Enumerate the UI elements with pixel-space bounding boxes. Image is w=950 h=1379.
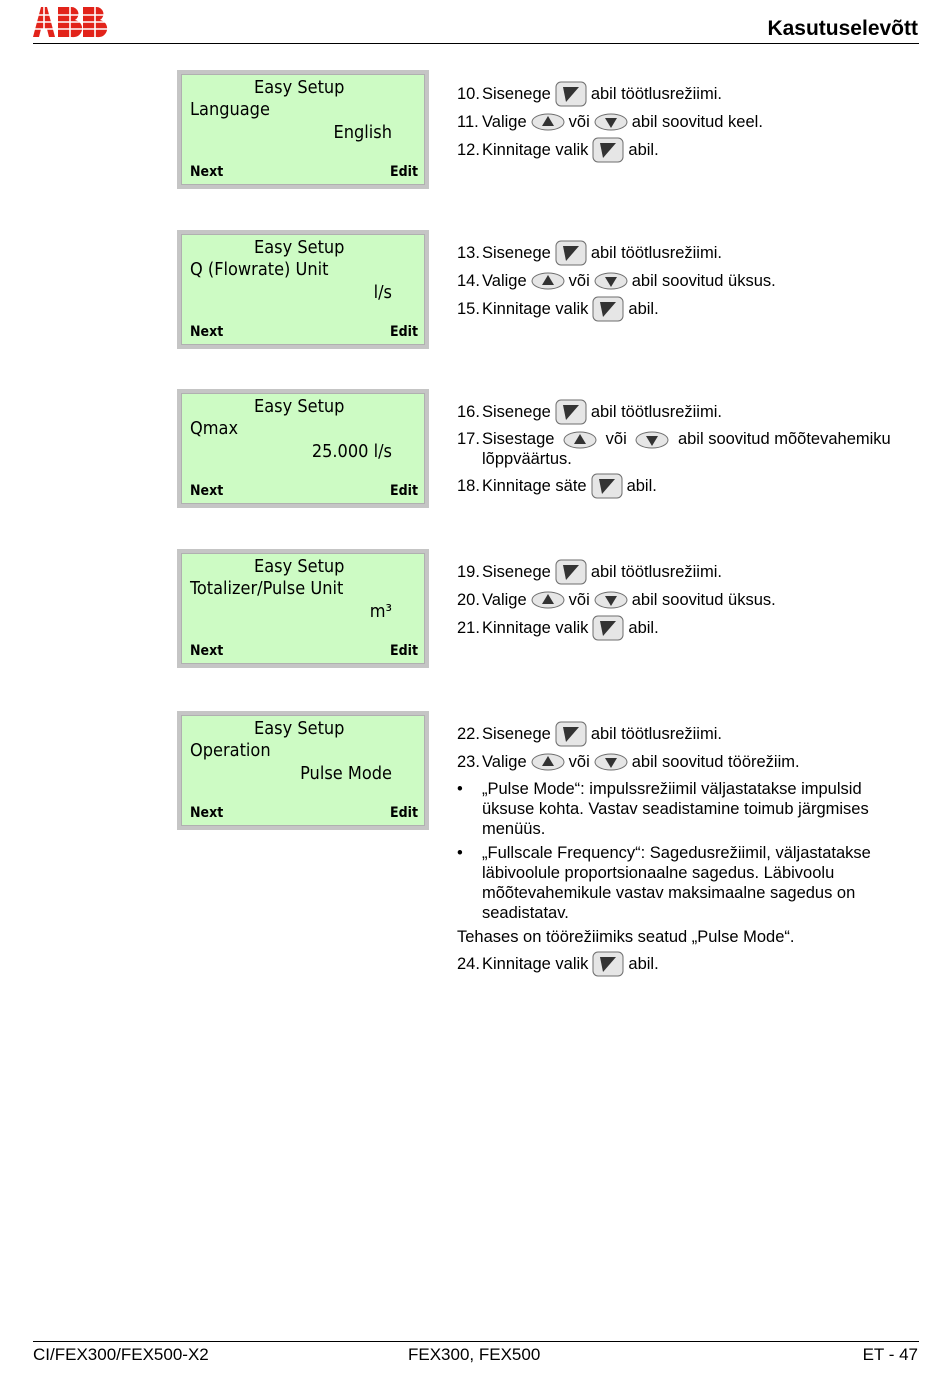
header-divider (33, 43, 919, 44)
lcd-softkey-edit: Edit (390, 483, 418, 499)
bullet-icon: • (457, 844, 463, 862)
step-number: 24. (457, 955, 480, 973)
step-number: 18. (457, 477, 480, 495)
step-number: 11. (457, 113, 479, 131)
up-key-icon (531, 113, 565, 131)
step-text: Valige (482, 113, 527, 131)
step-text: abil töötlusrežiimi. (590, 85, 722, 103)
instruction-step (457, 561, 902, 583)
down-key-icon (594, 591, 628, 609)
footer-page-number: ET - 47 (862, 1345, 918, 1364)
step-number: 23. (457, 753, 480, 771)
enter-key-icon (555, 240, 587, 266)
step-text: Sisenege (482, 403, 551, 421)
step-text: Valige (482, 591, 527, 609)
step-text: abil töötlusrežiimi. (590, 244, 722, 262)
lcd-softkey-next: Next (190, 164, 224, 180)
step-text: Kinnitage valik (482, 955, 589, 973)
step-text: Sisenege (482, 725, 551, 743)
lcd-softkey-edit: Edit (390, 643, 418, 659)
lcd-display (177, 389, 429, 508)
step-text: Sisestage (482, 430, 555, 448)
instruction-step (457, 953, 902, 975)
step-text: abil töötlusrežiimi. (590, 563, 722, 581)
instruction-step (457, 723, 902, 745)
lcd-title: Easy Setup (254, 556, 345, 577)
step-text: abil töötlusrežiimi. (590, 403, 722, 421)
step-text: abil soovitud üksus. (631, 591, 776, 609)
enter-key-icon (592, 615, 624, 641)
lcd-softkey-edit: Edit (390, 805, 418, 821)
enter-key-icon (592, 296, 624, 322)
footer-divider (33, 1341, 919, 1342)
instruction-step (457, 475, 902, 497)
step-text: abil. (628, 955, 659, 973)
enter-key-icon (555, 721, 587, 747)
step-number: 14. (457, 272, 480, 290)
lcd-title: Easy Setup (254, 237, 345, 258)
lcd-parameter: Q (Flowrate) Unit (190, 259, 329, 280)
bullet-item (457, 843, 902, 923)
step-text: abil. (628, 619, 659, 637)
instruction-step (457, 270, 902, 292)
step-text: Valige (482, 753, 527, 771)
lcd-value: 25.000 l/s (311, 441, 392, 462)
step-text: või (568, 591, 590, 609)
step-text: abil. (628, 141, 659, 159)
step-number: 17. (457, 430, 480, 448)
step-text: või (605, 430, 627, 448)
instruction-step (457, 751, 902, 773)
step-text: Sisenege (482, 85, 551, 103)
step-text: Sisenege (482, 244, 551, 262)
step-text: või (568, 113, 590, 131)
abb-logo (33, 6, 113, 38)
bullet-icon: • (457, 780, 463, 798)
step-text: või (568, 753, 590, 771)
down-key-icon (594, 272, 628, 290)
step-number: 20. (457, 591, 480, 609)
down-key-icon (594, 753, 628, 771)
lcd-value: l/s (373, 282, 392, 303)
step-number: 13. (457, 244, 480, 262)
step-text: Kinnitage valik (482, 619, 589, 637)
step-text: abil soovitud üksus. (631, 272, 776, 290)
lcd-display (177, 70, 429, 189)
step-text: Valige (482, 272, 527, 290)
lcd-softkey-next: Next (190, 483, 224, 499)
instruction-step (457, 429, 902, 469)
enter-key-icon (555, 559, 587, 585)
lcd-display (177, 549, 429, 668)
enter-key-icon (592, 951, 624, 977)
lcd-value: m³ (369, 601, 392, 622)
lcd-softkey-next: Next (190, 324, 224, 340)
footer-product: FEX300, FEX500 (408, 1345, 541, 1364)
down-key-icon (635, 431, 669, 449)
lcd-display (177, 230, 429, 349)
instruction-block (457, 401, 902, 503)
enter-key-icon (592, 137, 624, 163)
footer-document-id: CI/FEX300/FEX500-X2 (33, 1345, 209, 1364)
instruction-block (457, 561, 902, 645)
step-number: 16. (457, 403, 480, 421)
instruction-block (457, 242, 902, 326)
step-text: või (568, 272, 590, 290)
instruction-step (457, 298, 902, 320)
up-key-icon (531, 272, 565, 290)
bullet-item (457, 779, 902, 839)
lcd-softkey-next: Next (190, 643, 224, 659)
step-text: Kinnitage valik (482, 300, 589, 318)
instruction-step (457, 83, 902, 105)
bullet-text: „Fullscale Frequency“: Sagedusrežiimil, väljastatakse läbivoolule proportsionaalne sagedus. Läbivoolu mõõtevahemikule vastav maksimaalne sagedus on seadistatav. (482, 844, 871, 922)
instruction-step (457, 111, 902, 133)
step-text: Kinnitage säte (482, 477, 587, 495)
instruction-step (457, 401, 902, 423)
step-text: abil soovitud mõõtevahemiku lõppväärtus. (482, 430, 891, 468)
lcd-softkey-next: Next (190, 805, 224, 821)
lcd-title: Easy Setup (254, 77, 345, 98)
lcd-screen (181, 715, 425, 826)
lcd-title: Easy Setup (254, 396, 345, 417)
step-text: Sisenege (482, 563, 551, 581)
lcd-screen (181, 234, 425, 345)
lcd-display (177, 711, 429, 830)
step-text: abil soovitud töörežiim. (631, 753, 800, 771)
lcd-value: Pulse Mode (300, 763, 392, 784)
step-text: abil. (628, 300, 659, 318)
lcd-parameter: Totalizer/Pulse Unit (190, 578, 344, 599)
lcd-softkey-edit: Edit (390, 324, 418, 340)
lcd-parameter: Operation (190, 740, 271, 761)
lcd-softkey-edit: Edit (390, 164, 418, 180)
instruction-step (457, 589, 902, 611)
lcd-title: Easy Setup (254, 718, 345, 739)
step-number: 15. (457, 300, 480, 318)
instruction-block (457, 723, 902, 981)
up-key-icon (531, 591, 565, 609)
step-number: 21. (457, 619, 480, 637)
instruction-step (457, 242, 902, 264)
lcd-parameter: Language (190, 99, 270, 120)
factory-default-note: Tehases on töörežiimiks seatud „Pulse Mode“. (457, 928, 795, 946)
step-text: abil töötlusrežiimi. (590, 725, 722, 743)
down-key-icon (594, 113, 628, 131)
lcd-screen (181, 553, 425, 664)
step-number: 10. (457, 85, 480, 103)
step-text: Kinnitage valik (482, 141, 589, 159)
step-text: abil soovitud keel. (631, 113, 763, 131)
bullet-text: „Pulse Mode“: impulssrežiimil väljastatakse impulsid üksuse kohta. Vastav seadistamine toimub järgmises menüüs. (482, 780, 869, 838)
lcd-screen (181, 74, 425, 185)
step-text: abil. (626, 477, 657, 495)
instruction-step (457, 617, 902, 639)
instruction-step (457, 139, 902, 161)
step-number: 12. (457, 141, 480, 159)
up-key-icon (531, 753, 565, 771)
lcd-screen (181, 393, 425, 504)
enter-key-icon (591, 473, 623, 499)
instruction-block (457, 83, 902, 167)
step-number: 22. (457, 725, 480, 743)
enter-key-icon (555, 399, 587, 425)
lcd-value: English (333, 122, 392, 143)
enter-key-icon (555, 81, 587, 107)
up-key-icon (563, 431, 597, 449)
lcd-parameter: Qmax (190, 418, 239, 439)
header-title: Kasutuselevõtt (767, 17, 918, 40)
step-number: 19. (457, 563, 480, 581)
